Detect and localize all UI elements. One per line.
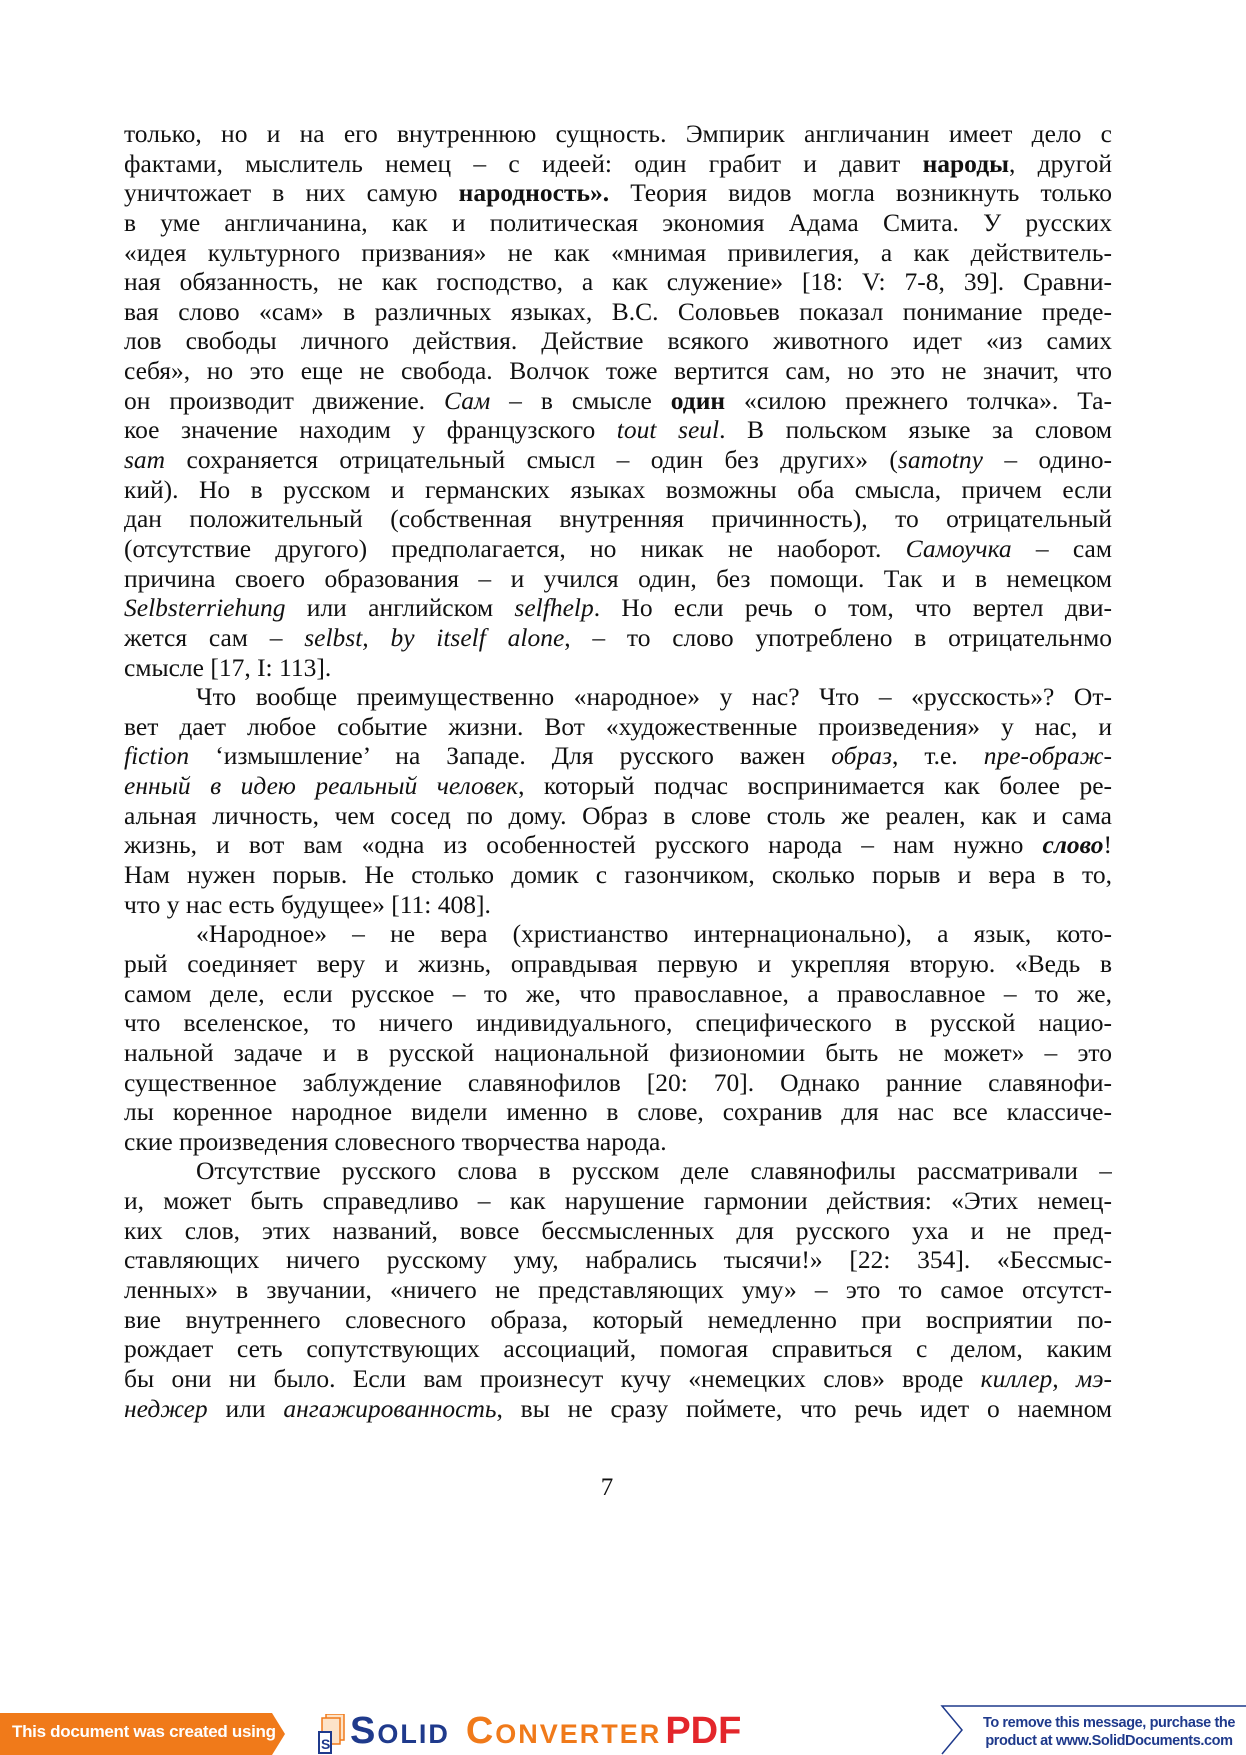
text-line	[124, 534, 1112, 564]
text-run: причина своего образования – и учился один, без помощи. Так и в немецком	[124, 563, 1112, 593]
text-run: «идея культурного призвания» не как «мнимая привилегия, а как действитель-	[124, 237, 1112, 267]
text-run: или	[207, 1393, 284, 1423]
text-run: . Но если речь о том, что вертел дви-	[593, 593, 1112, 623]
text-run: , который подчас воспринимается как более ре-	[518, 771, 1112, 801]
italic-text: fiction	[124, 741, 190, 771]
text-line	[124, 1097, 1112, 1127]
text-line	[124, 1127, 1112, 1157]
italic-text: selbst, by itself alone	[304, 622, 565, 652]
italic-text: киллер, мэ-	[980, 1363, 1112, 1393]
text-line	[124, 415, 1112, 445]
page-number-text: 7	[600, 1474, 614, 1501]
purchase-message[interactable]	[940, 1705, 1246, 1755]
text-line	[124, 238, 1112, 268]
text-run: «силою прежнего толчка». Та-	[725, 385, 1112, 415]
text-run: бы они ни было. Если вам произнесут кучу «немецких слов» вроде	[124, 1363, 981, 1393]
text-line	[124, 860, 1112, 890]
text-line	[124, 682, 1112, 712]
text-run: Отсутствие русского слова в русском деле славянофилы рассматривали –	[196, 1156, 1112, 1186]
text-run: вет дает любое событие жизни. Вот «художественные произведения» у нас, и	[124, 711, 1112, 741]
text-line	[124, 1305, 1112, 1335]
text-run: вая слово «сам» в различных языках, В.С. Соловьев показал понимание преде-	[124, 296, 1112, 326]
text-run: альная личность, чем сосед по дому. Образ в слове столь же реален, как и сама	[124, 800, 1112, 830]
text-run: уничтожает в них самую	[124, 178, 459, 208]
page-number	[0, 1474, 1246, 1502]
text-run: себя», но это еще не свобода. Волчок тоже вертится сам, но это не значит, что	[124, 356, 1112, 386]
text-run: рождает сеть сопутствующих ассоциаций, помогая справиться с делом, каким	[124, 1334, 1112, 1364]
italic-text: неджер	[124, 1393, 208, 1423]
text-run: . В польском языке за словом	[719, 415, 1112, 445]
text-run: Теория видов могла возникнуть только	[609, 178, 1112, 208]
italic-text: Самоучка	[905, 533, 1012, 563]
text-line	[124, 653, 1112, 683]
text-run: и, может быть справедливо – как нарушение гармонии действия: «Этих немец-	[124, 1186, 1112, 1216]
text-line	[124, 564, 1112, 594]
text-line	[124, 178, 1112, 208]
italic-text: енный в идею реальный человек	[124, 771, 519, 801]
text-line	[124, 1216, 1112, 1246]
text-run: только, но и на его внутреннюю сущность. Эмпирик англичанин имеет дело с	[124, 119, 1112, 148]
text-run: , – то слово употреблено в отрицательнмо	[564, 622, 1112, 652]
text-run: Нам нужен порыв. Не столько домик с газончиком, сколько порыв и вера в то,	[124, 860, 1112, 890]
bold-text: один	[670, 385, 726, 415]
text-run: ставляющих ничего русскому уму, набрались тысячи!» [22: 354]. «Бессмыс-	[124, 1245, 1112, 1275]
purchase-line-1: To remove this message, purchase the	[982, 1715, 1236, 1731]
text-run: что вселенское, то ничего индивидуального, специфического в русской нацио-	[124, 1008, 1112, 1038]
text-run: сохраняется отрицательный смысл – один без других» (	[165, 445, 898, 475]
italic-text: tout seul	[616, 415, 720, 445]
text-run: что у нас есть будущее» [11: 408].	[124, 889, 491, 919]
text-run: ‘измышление’ на Западе. Для русского важен	[189, 741, 832, 771]
text-run: нальной задаче и в русской национальной физиономии быть не может» – это	[124, 1037, 1112, 1067]
document-logo-icon	[318, 1714, 346, 1754]
text-line	[124, 326, 1112, 356]
text-line	[124, 1394, 1112, 1424]
text-run: или английском	[285, 593, 515, 623]
text-line	[124, 356, 1112, 386]
text-line	[124, 623, 1112, 653]
text-line	[124, 267, 1112, 297]
bold-text: народы	[922, 148, 1010, 178]
text-run: – одино-	[982, 445, 1112, 475]
text-line	[124, 801, 1112, 831]
text-run: жется сам –	[124, 622, 305, 652]
text-run: самом деле, если русское – то же, что православное, а православное – то же,	[124, 978, 1112, 1008]
text-line	[124, 504, 1112, 534]
brand-solid: Solid	[350, 1710, 450, 1752]
italic-text: Сам	[444, 385, 491, 415]
text-line	[124, 949, 1112, 979]
text-run: лы коренное народное видели именно в слове, сохранив для нас все классиче-	[124, 1097, 1112, 1127]
text-line	[124, 475, 1112, 505]
banner-created-using	[0, 1713, 300, 1755]
text-line	[124, 386, 1112, 416]
text-line	[124, 1008, 1112, 1038]
text-run: рый соединяет веру и жизнь, оправдывая первую и укрепляя вторую. «Ведь в	[124, 948, 1112, 978]
text-line	[124, 119, 1112, 149]
text-line	[124, 979, 1112, 1009]
text-run: кий). Но в русском и германских языках возможны оба смысла, причем если	[124, 474, 1112, 504]
text-line	[124, 771, 1112, 801]
text-run: фактами, мыслитель немец – с идеей: один грабит и давит	[124, 148, 923, 178]
text-run: – в смысле	[490, 385, 671, 415]
text-run: «Народное» – не вера (христианство интернационально), а язык, кото-	[196, 919, 1112, 949]
text-run: ких слов, этих названий, вовсе бессмысленных для русского уха и не пред-	[124, 1215, 1112, 1245]
text-run: в уме англичанина, как и политическая экономия Адама Смита. У русских	[124, 207, 1112, 237]
text-line	[124, 1038, 1112, 1068]
text-run: (отсутствие другого) предполагается, но никак не наоборот.	[124, 533, 906, 563]
text-run: вие внутреннего словесного образа, который немедленно при восприятии по-	[124, 1304, 1112, 1334]
text-line	[124, 712, 1112, 742]
brand-converter: Converter	[465, 1710, 662, 1752]
text-line	[124, 1245, 1112, 1275]
solid-converter-banner[interactable]	[0, 1700, 1246, 1755]
italic-text: Selbsterriehung	[124, 593, 286, 623]
text-line	[124, 149, 1112, 179]
bold-text: народность».	[458, 178, 610, 208]
italic-text: sam	[124, 445, 166, 475]
text-line	[124, 297, 1112, 327]
svg-text:S: S	[321, 1736, 331, 1752]
bold-italic-text: слово	[1042, 830, 1104, 860]
text-run: дан положительный (собственная внутренняя причинность), то отрицательный	[124, 504, 1112, 534]
purchase-message-text	[974, 1714, 1244, 1750]
text-line	[124, 1068, 1112, 1098]
text-run: он производит движение.	[124, 385, 445, 415]
text-run: кое значение находим у французского	[124, 415, 617, 445]
brand-pdf: PDF	[665, 1710, 742, 1752]
text-line	[124, 593, 1112, 623]
text-run: , т.е.	[891, 741, 984, 771]
italic-text: ангажированность	[283, 1393, 497, 1423]
document-body	[124, 119, 1112, 1423]
italic-text: образ	[831, 741, 892, 771]
text-line	[124, 1334, 1112, 1364]
italic-text: пре-ображ-	[983, 741, 1112, 771]
text-line	[124, 1186, 1112, 1216]
text-run: – сам	[1011, 533, 1112, 563]
text-run: ленных» в звучании, «ничего не представляющих уму» – это то самое отсутст-	[124, 1274, 1112, 1304]
text-line	[124, 741, 1112, 771]
text-run: смысле [17, I: 113].	[124, 652, 332, 682]
text-line	[124, 919, 1112, 949]
text-run: жизнь, и вот вам «одна из особенностей русского народа – нам нужно	[124, 830, 1043, 860]
text-line	[124, 890, 1112, 920]
purchase-line-2[interactable]: product at www.SolidDocuments.com	[985, 1733, 1233, 1749]
italic-text: selfhelp	[514, 593, 594, 623]
text-run: лов свободы личного действия. Действие всякого животного идет «из самих	[124, 326, 1112, 356]
text-run: Что вообще преимущественно «народное» у нас? Что – «русскость»? От-	[196, 682, 1112, 712]
text-run: , другой	[1009, 148, 1112, 178]
brand-logo	[350, 1710, 741, 1753]
text-run: !	[1103, 830, 1112, 860]
text-line	[124, 1156, 1112, 1186]
text-line	[124, 208, 1112, 238]
text-run: существенное заблуждение славянофилов [20: 70]. Однако ранние славянофи-	[124, 1067, 1112, 1097]
italic-text: samotny	[897, 445, 983, 475]
text-line	[124, 445, 1112, 475]
text-line	[124, 1364, 1112, 1394]
banner-left-text: This document was created using	[12, 1722, 276, 1741]
text-run: ная обязанность, не как господство, а как служение» [18: V: 7-8, 39]. Сравни-	[124, 267, 1112, 297]
text-line	[124, 1275, 1112, 1305]
text-run: ские произведения словесного творчества народа.	[124, 1126, 667, 1156]
text-run: , вы не сразу поймете, что речь идет о наемном	[496, 1393, 1112, 1423]
text-line	[124, 830, 1112, 860]
